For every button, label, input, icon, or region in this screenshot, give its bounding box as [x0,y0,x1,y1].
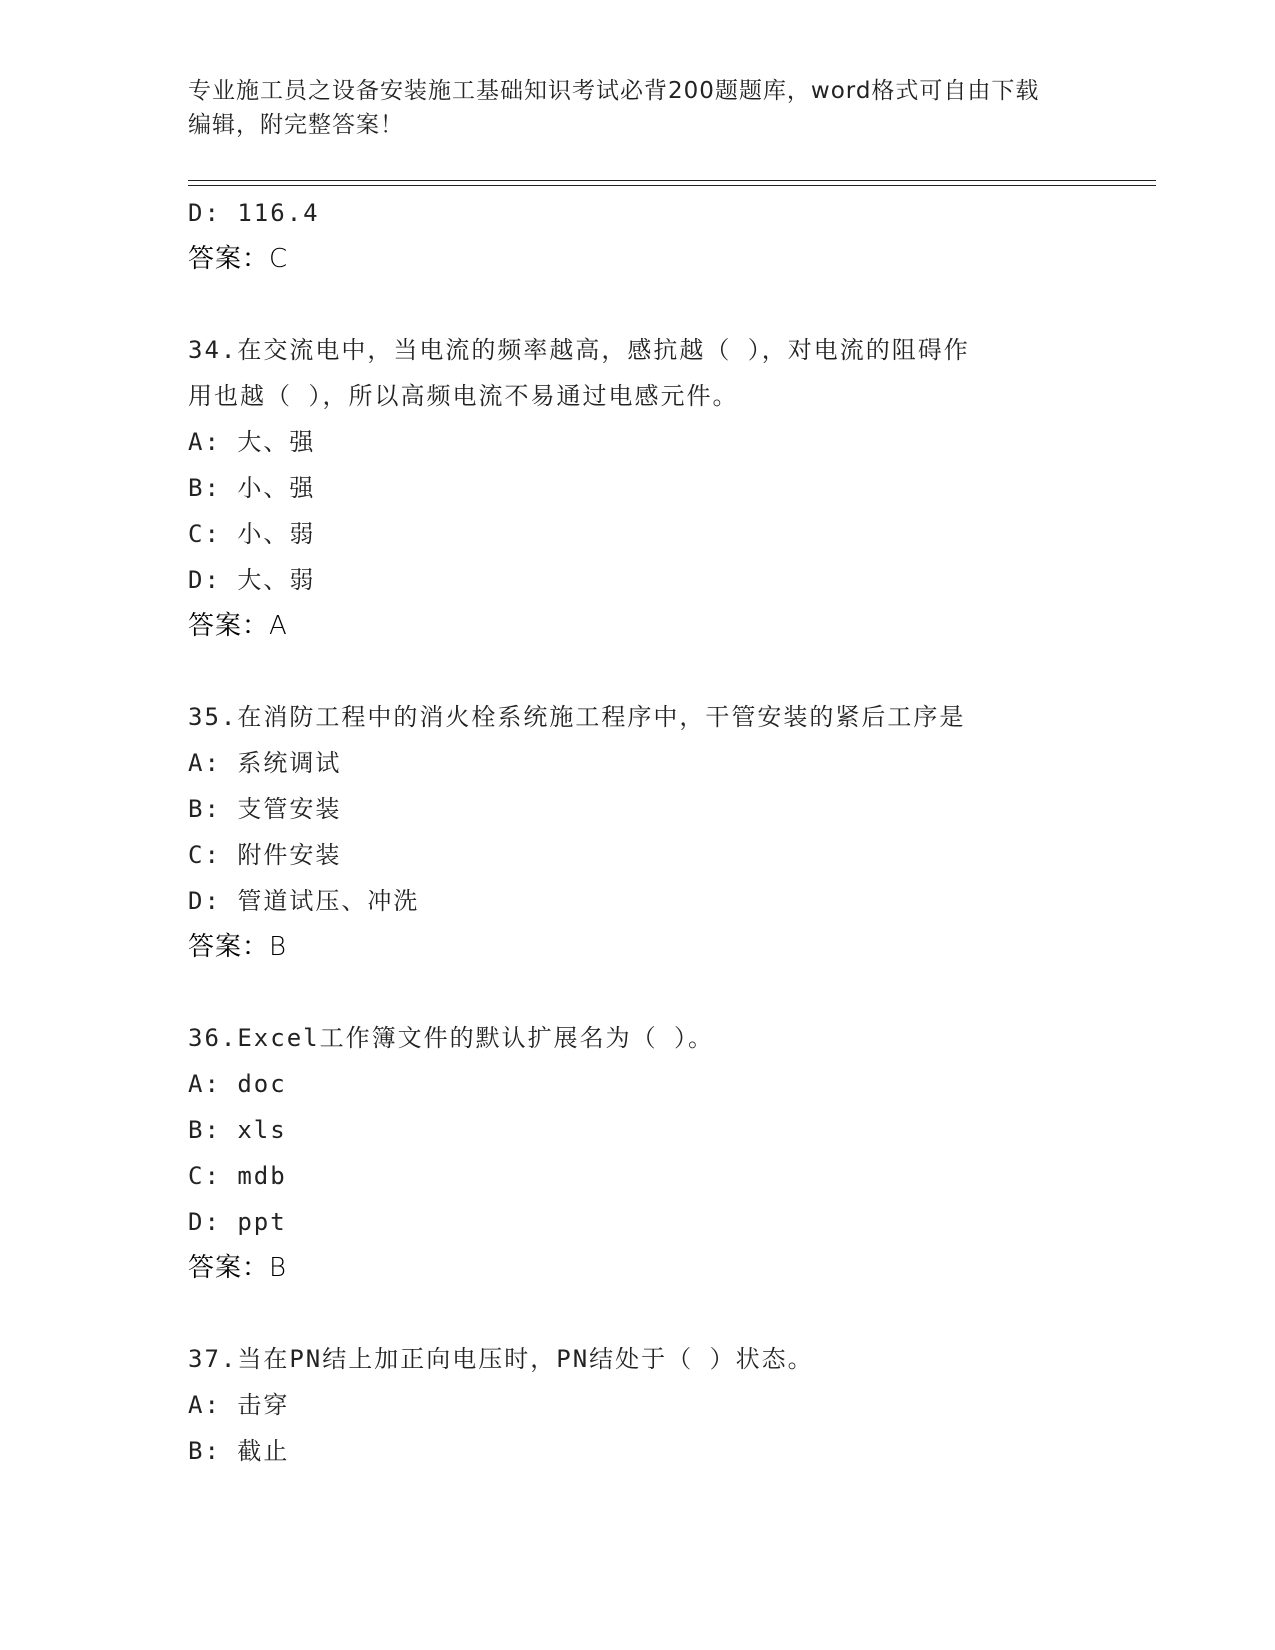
question-text: 34.在交流电中，当电流的频率越高，感抗越（ ），对电流的阻碍作 [188,336,970,364]
answer-line: 答案：B [188,1253,288,1283]
option-a: A: 大、强 [188,428,316,456]
document-header [188,74,1088,142]
option-a: A: 击穿 [188,1391,290,1419]
spacer [188,649,1088,694]
header-divider-top [188,180,1156,181]
option-c: C: 附件安装 [188,841,342,869]
header-divider-bottom [188,185,1156,186]
option-b: B: 支管安装 [188,795,342,823]
spacer [188,282,1088,327]
question-block-35 [188,694,1088,970]
question-block-33-tail [188,190,1088,282]
option-d: D: 大、弱 [188,566,316,594]
question-text: 36.Excel工作簿文件的默认扩展名为（ ）。 [188,1024,715,1052]
question-list [188,190,1088,1474]
question-block-36 [188,1015,1088,1291]
answer-line: 答案：C [188,244,289,274]
question-block-34 [188,327,1088,649]
option-c: C: mdb [188,1162,287,1190]
header-title-line-2: 编辑，附完整答案！ [188,112,404,138]
option-b: B: 截止 [188,1437,290,1465]
answer-line: 答案：A [188,611,288,641]
option-a: A: 系统调试 [188,749,342,777]
option-d: D: ppt [188,1208,287,1236]
question-text-continued: 用也越（ ），所以高频电流不易通过电感元件。 [188,382,739,410]
header-title-line-1: 专业施工员之设备安装施工基础知识考试必背200题题库，word格式可自由下载 [188,78,1040,104]
question-text: 35.在消防工程中的消火栓系统施工程序中，干管安装的紧后工序是 [188,703,966,731]
option-b: B: xls [188,1116,287,1144]
question-text: 37.当在PN结上加正向电压时，PN结处于（ ）状态。 [188,1345,814,1373]
spacer [188,970,1088,1015]
option-a: A: doc [188,1070,287,1098]
option-d: D: 116.4 [188,199,320,227]
spacer [188,1291,1088,1336]
option-b: B: 小、强 [188,474,316,502]
option-d: D: 管道试压、冲洗 [188,887,420,915]
question-block-37 [188,1336,1088,1474]
answer-line: 答案：B [188,932,288,962]
option-c: C: 小、弱 [188,520,316,548]
